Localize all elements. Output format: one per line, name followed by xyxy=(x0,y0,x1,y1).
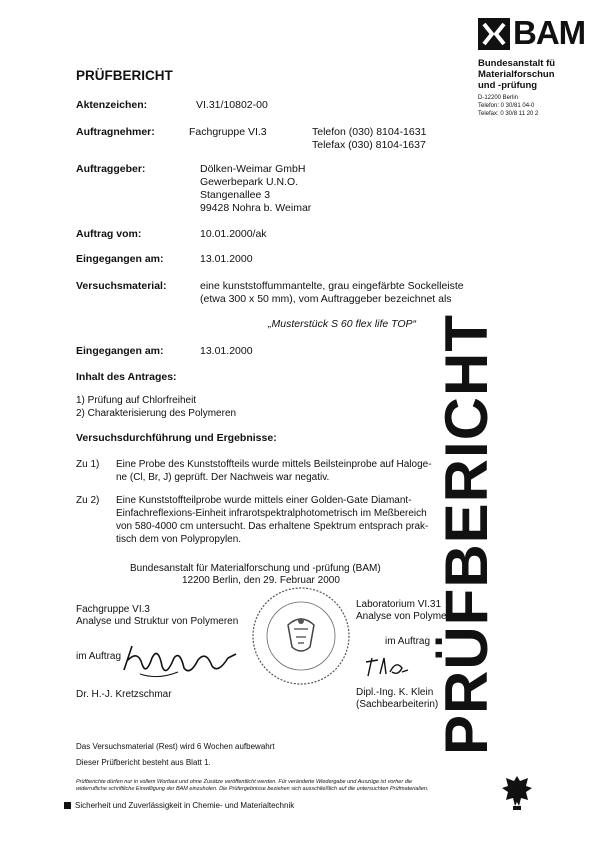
left-im-auftrag: im Auftrag xyxy=(76,651,122,662)
zu2-line-2: Einfachreflexions-Einheit infrarotspektralphotometrisch im Meßbereich xyxy=(116,508,427,519)
auftraggeber-line-3: Stangenallee 3 xyxy=(200,189,271,201)
eingegangen-value: 13.01.2000 xyxy=(200,253,253,265)
zu1-label: Zu 1) xyxy=(76,459,100,470)
auftraggeber-line-2: Gewerbepark U.N.O. xyxy=(200,176,299,188)
zu2-line-3: von 580-4000 cm untersucht. Das erhaltene Spektrum entsprach prak- xyxy=(116,521,429,532)
zu1-line-2: ne (Cl, Br, J) geprüft. Der Nachweis war negativ. xyxy=(116,472,330,483)
official-seal-icon xyxy=(250,585,352,687)
zu2-label: Zu 2) xyxy=(76,495,100,506)
logo-text: BAM xyxy=(513,14,586,51)
org-line-3: und -prüfung xyxy=(478,80,538,91)
org-line-2: Materialforschun xyxy=(478,69,555,80)
fineprint-line-2: widerrufliche schriftliche Einwilligung der BAM einzuholen. Die Prüfergebnisse beziehen sich ausschließlich auf die untersuchten Prüfmaterialien. xyxy=(76,786,429,792)
versuchsmaterial-label: Versuchsmaterial: xyxy=(76,280,167,292)
versuchsmaterial-line-2: (etwa 300 x 50 mm), vom Auftraggeber bezeichnet als xyxy=(200,293,452,305)
aktenzeichen-value: VI.31/10802-00 xyxy=(196,99,268,111)
inhalt-item-1: 1) Prüfung auf Chlorfreiheit xyxy=(76,395,197,406)
auftragnehmer-value: Fachgruppe VI.3 xyxy=(189,126,267,138)
right-im-auftrag: im Auftrag xyxy=(385,636,431,647)
institution-line: Bundesanstalt für Materialforschung und -prüfung (BAM) xyxy=(130,563,381,574)
auftrag-vom-value: 10.01.2000/ak xyxy=(200,228,267,240)
place-date: 12200 Berlin, den 29. Februar 2000 xyxy=(182,575,340,586)
auftragnehmer-label: Auftragnehmer: xyxy=(76,126,155,138)
right-dept-sub: Analyse von Polymeren xyxy=(356,611,462,622)
note-blatt: Dieser Prüfbericht besteht aus Blatt 1. xyxy=(76,758,211,767)
eingegangen-label: Eingegangen am: xyxy=(76,253,164,265)
address-line-1: D-12200 Berlin xyxy=(478,95,519,101)
auftraggeber-line-4: 99428 Nohra b. Weimar xyxy=(200,202,312,214)
zu2-line-1: Eine Kunststoffteilprobe wurde mittels einer Golden-Gate Diamant- xyxy=(116,495,412,506)
document-title: PRÜFBERICHT xyxy=(76,68,173,83)
left-signatory-name: Dr. H.-J. Kretzschmar xyxy=(76,689,172,700)
bam-logo-mark-icon xyxy=(478,18,510,50)
right-signatory-role: (Sachbearbeiterin) xyxy=(356,699,439,710)
bam-logo xyxy=(478,14,590,52)
fineprint-line-1: Prüfberichte dürfen nur in vollem Wortlaut und ohne Zusätze veröffentlicht werden. Für veränderte Wiedergabe und Auszüge ist vorher die xyxy=(76,779,413,785)
zu2-line-4: tisch dem von Polypropylen. xyxy=(116,534,242,545)
bam-small-icon xyxy=(64,802,71,809)
auftraggeber-line-1: Dölken-Weimar GmbH xyxy=(200,163,306,175)
auftraggeber-label: Auftraggeber: xyxy=(76,163,146,175)
left-dept: Fachgruppe VI.3 xyxy=(76,604,150,615)
left-dept-sub: Analyse und Struktur von Polymeren xyxy=(76,616,239,627)
right-dept: Laboratorium VI.31 xyxy=(356,599,442,610)
org-line-1: Bundesanstalt fü xyxy=(478,58,556,69)
telefon: Telefon (030) 8104-1631 xyxy=(312,126,427,138)
muster-name: „Musterstück S 60 flex life TOP“ xyxy=(268,318,417,330)
signature-klein-icon xyxy=(362,652,412,682)
eingegangen2-value: 13.01.2000 xyxy=(200,345,253,357)
footer-slogan xyxy=(64,801,294,810)
note-aufbewahrung: Das Versuchsmaterial (Rest) wird 6 Wochen aufbewahrt xyxy=(76,742,275,751)
signature-kretzschmar-icon xyxy=(118,640,243,682)
eingegangen2-label: Eingegangen am: xyxy=(76,345,164,357)
right-signatory-name: Dipl.-Ing. K. Klein xyxy=(356,687,434,698)
aktenzeichen-label: Aktenzeichen: xyxy=(76,99,148,111)
inhalt-heading: Inhalt des Antrages: xyxy=(76,371,177,383)
auftrag-vom-label: Auftrag vom: xyxy=(76,228,142,240)
inhalt-item-2: 2) Charakterisierung des Polymeren xyxy=(76,408,237,419)
slogan-text: Sicherheit und Zuverlässigkeit in Chemie- und Materialtechnik xyxy=(75,801,295,810)
versuchsmaterial-line-1: eine kunststoffummantelte, grau eingefärbte Sockelleiste xyxy=(200,280,464,292)
telefax: Telefax (030) 8104-1637 xyxy=(312,139,426,151)
versuch-heading: Versuchsdurchführung und Ergebnisse: xyxy=(76,432,277,444)
zu1-line-1: Eine Probe des Kunststoffteils wurde mittels Beilsteinprobe auf Haloge- xyxy=(116,459,432,470)
address-line-3: Telefax: 0 30/8 11 20 2 xyxy=(478,111,539,117)
federal-eagle-icon xyxy=(500,772,534,812)
address-line-2: Telefon: 0 30/81 04-0 xyxy=(478,103,535,109)
vertical-title: PRÜFBERICHT xyxy=(433,314,500,755)
